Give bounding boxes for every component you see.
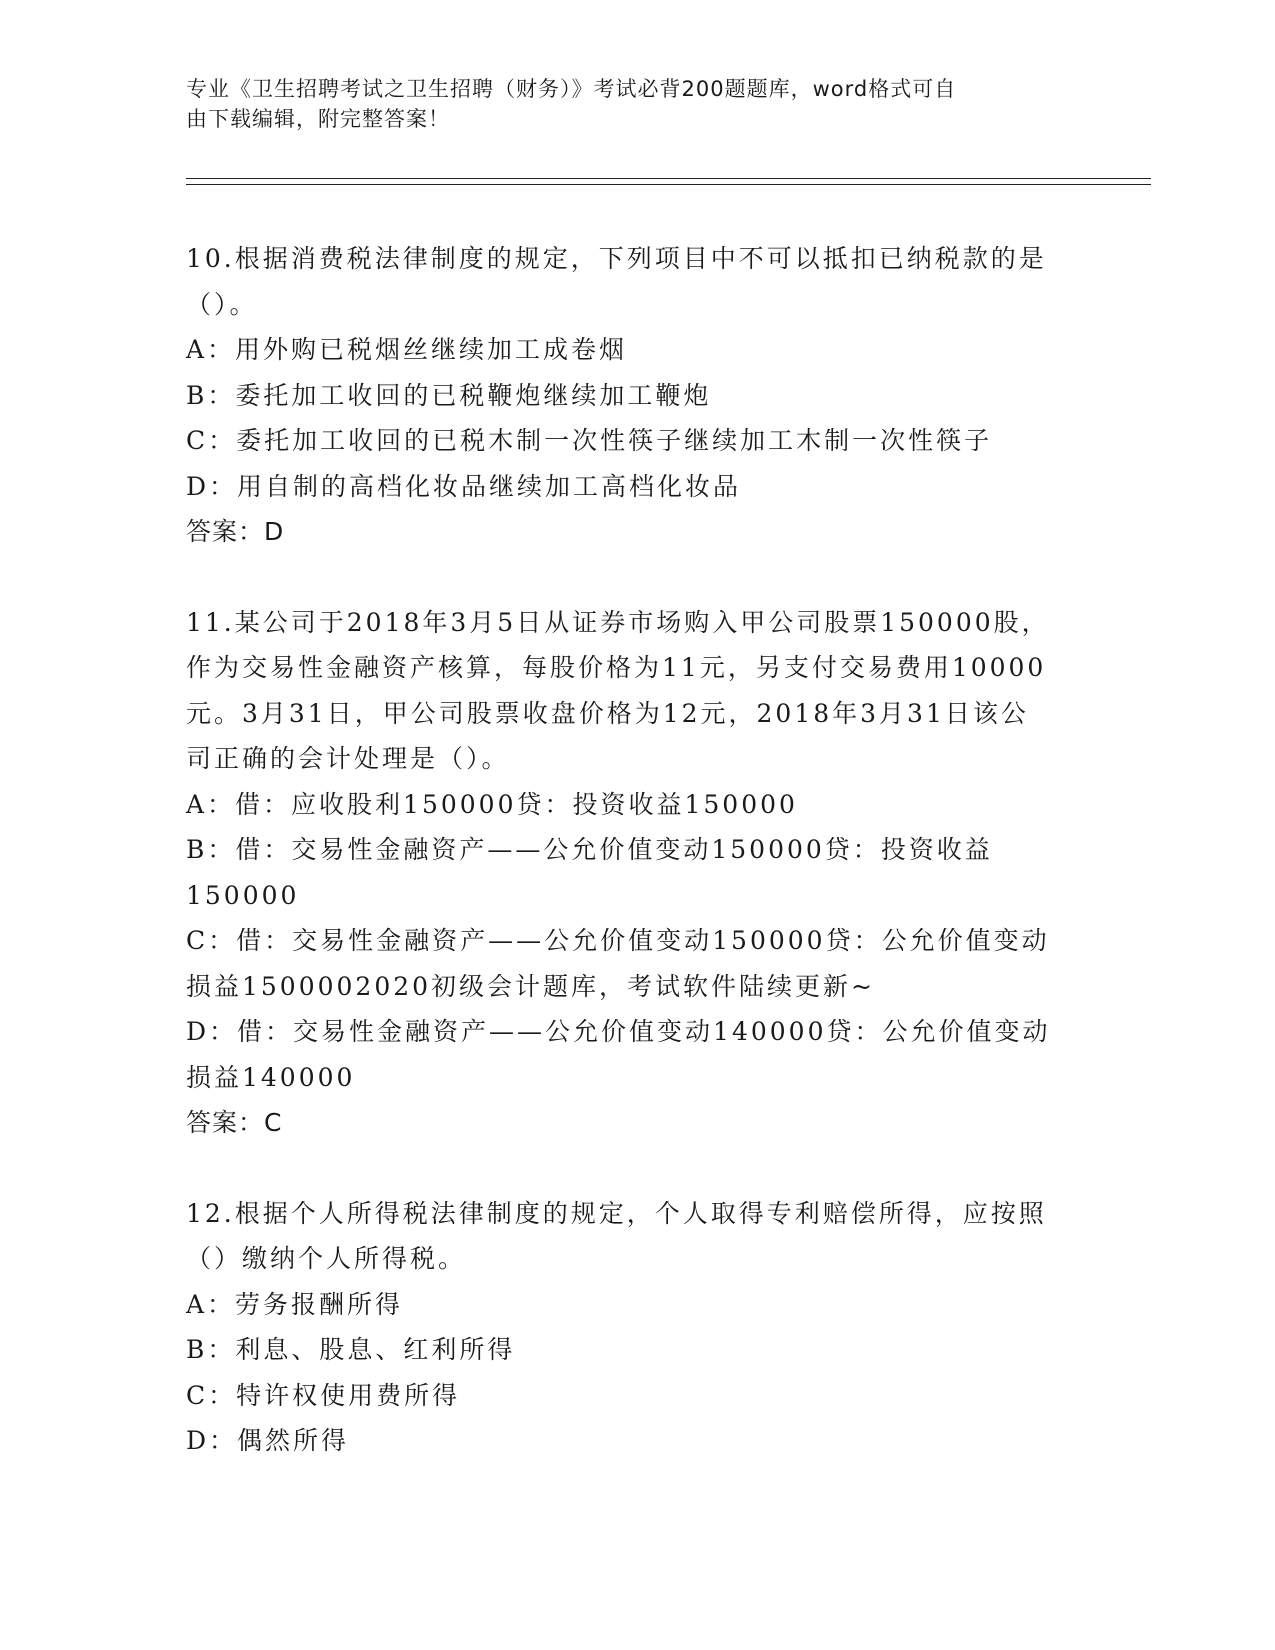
question-11 bbox=[186, 600, 1086, 1146]
option-c: C：委托加工收回的已税木制一次性筷子继续加工木制一次性筷子 bbox=[186, 426, 993, 455]
option-b: B：利息、股息、红利所得 bbox=[186, 1335, 516, 1364]
question-stem-line: （）。 bbox=[186, 289, 258, 319]
question-list bbox=[186, 236, 1086, 1464]
option-c: C：特许权使用费所得 bbox=[186, 1380, 461, 1410]
question-stem-line: 10.根据消费税法律制度的规定，下列项目中不可以抵扣已纳税款的是 bbox=[186, 244, 1047, 273]
question-10 bbox=[186, 236, 1086, 555]
option-d-continued: 损益140000 bbox=[186, 1062, 356, 1092]
question-stem-line: （）缴纳个人所得税。 bbox=[186, 1244, 467, 1273]
answer-label: 答案：D bbox=[186, 517, 285, 546]
header-line-1: 专业《卫生招聘考试之卫生招聘（财务）》考试必背200题题库，word格式可自 bbox=[186, 77, 957, 101]
header-rule-top bbox=[186, 178, 1151, 179]
option-d: D：借：交易性金融资产——公允价值变动140000贷：公允价值变动 bbox=[186, 1017, 1051, 1046]
option-d: D：偶然所得 bbox=[186, 1426, 350, 1455]
header-rule-bottom bbox=[186, 184, 1151, 185]
question-stem-line: 作为交易性金融资产核算，每股价格为11元，另支付交易费用10000 bbox=[186, 653, 1047, 682]
document-header bbox=[186, 74, 1066, 134]
question-stem-line: 元。3月31日，甲公司股票收盘价格为12元，2018年3月31日该公 bbox=[186, 698, 1029, 728]
option-a: A：劳务报酬所得 bbox=[186, 1289, 404, 1319]
option-d: D：用自制的高档化妆品继续加工高档化妆品 bbox=[186, 471, 742, 501]
option-b: B：借：交易性金融资产——公允价值变动150000贷：投资收益 bbox=[186, 835, 993, 864]
header-line-2: 由下载编辑，附完整答案！ bbox=[186, 107, 450, 131]
answer-label: 答案：C bbox=[186, 1108, 283, 1137]
option-b-continued: 150000 bbox=[186, 880, 300, 910]
question-stem-line: 司正确的会计处理是（）。 bbox=[186, 744, 510, 773]
option-a: A：用外购已税烟丝继续加工成卷烟 bbox=[186, 335, 628, 364]
question-stem-line: 12.根据个人所得税法律制度的规定，个人取得专利赔偿所得，应按照 bbox=[186, 1198, 1047, 1228]
question-stem-line: 11.某公司于2018年3月5日从证券市场购入甲公司股票150000股， bbox=[186, 607, 1050, 637]
option-c: C：借：交易性金融资产——公允价值变动150000贷：公允价值变动 bbox=[186, 926, 1050, 955]
option-b: B：委托加工收回的已税鞭炮继续加工鞭炮 bbox=[186, 380, 712, 410]
option-a: A：借：应收股利150000贷：投资收益150000 bbox=[186, 789, 798, 819]
question-12 bbox=[186, 1191, 1086, 1464]
option-c-continued: 损益1500002020初级会计题库，考试软件陆续更新~ bbox=[186, 971, 876, 1001]
